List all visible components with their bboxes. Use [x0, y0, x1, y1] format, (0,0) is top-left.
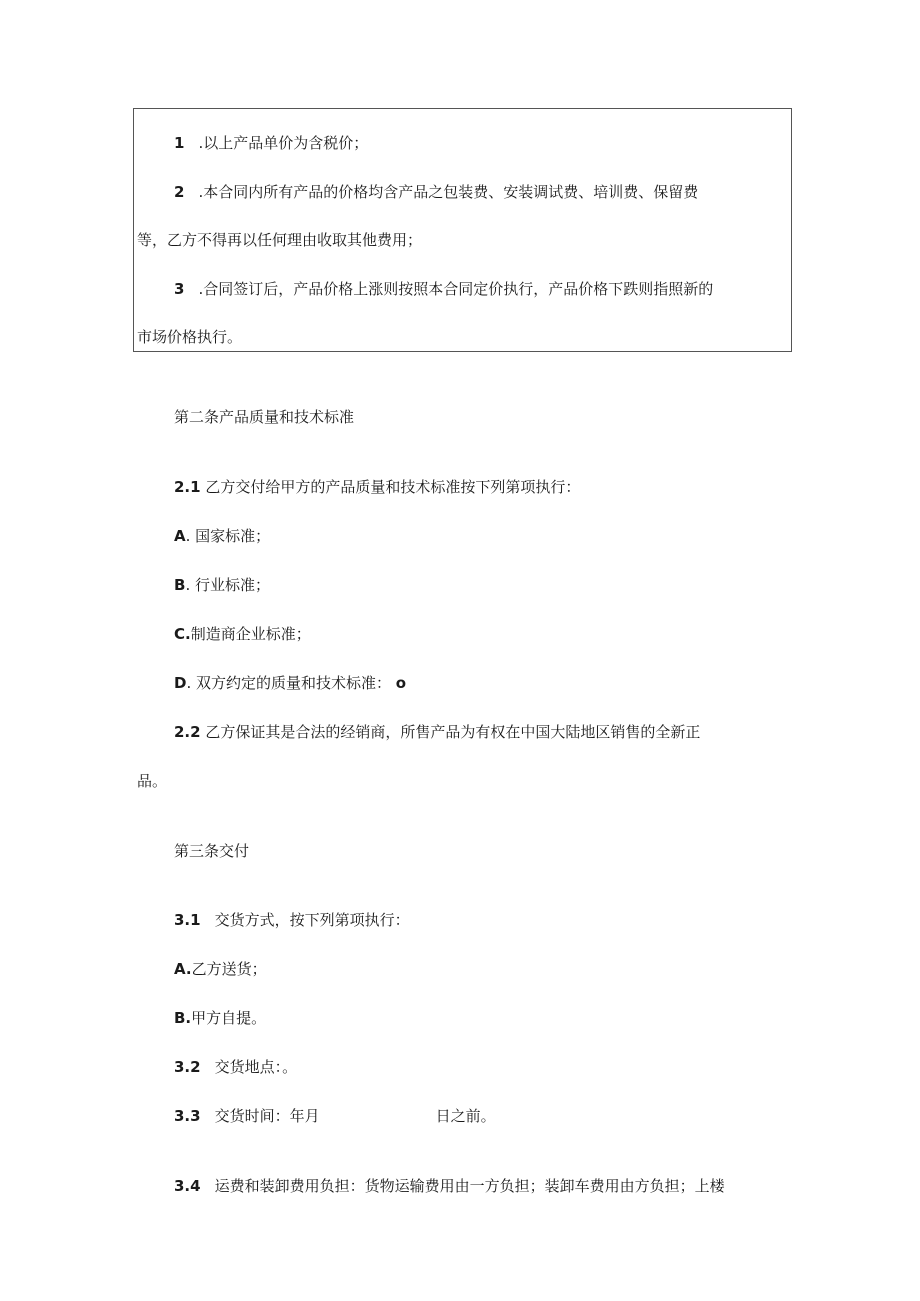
item-text: .本合同内所有产品的价格均含产品之包装费、安装调试费、培训费、保留费 — [198, 183, 699, 201]
option-label: B. — [174, 1009, 192, 1027]
clause-text: 交货方式，按下列第项执行： — [214, 911, 410, 929]
clause-3-2 — [174, 1057, 297, 1077]
option-label: A. — [174, 960, 192, 978]
option-text: . 行业标准； — [185, 576, 270, 594]
option-label: C. — [174, 625, 191, 643]
clause-number: 3.4 — [174, 1177, 201, 1195]
item-text: .以上产品单价为含税价； — [198, 134, 369, 152]
clause-number: 3.2 — [174, 1058, 201, 1076]
item-number: 1 — [174, 134, 185, 152]
article-2-heading: 第二条产品质量和技术标准 — [174, 408, 355, 426]
clause-number: 2.1 — [174, 478, 201, 496]
clause-2-2-continued: 品。 — [137, 772, 168, 790]
clause-text: 乙方交付给甲方的产品质量和技术标准按下列第项执行： — [205, 478, 581, 496]
clause-text: 乙方保证其是合法的经销商，所售产品为有权在中国大陆地区销售的全新正 — [205, 723, 701, 741]
price-note-2-continued: 等，乙方不得再以任何理由收取其他费用； — [137, 231, 423, 249]
clause-number: 2.2 — [174, 723, 201, 741]
clause-2-2 — [174, 722, 700, 742]
option-text: 甲方自提。 — [191, 1009, 267, 1027]
option-text: 乙方送货； — [191, 960, 267, 978]
option-text: . 国家标准； — [185, 527, 271, 545]
option-label: D — [174, 674, 187, 692]
price-note-3 — [174, 279, 713, 299]
option-text: 制造商企业标准； — [190, 625, 311, 643]
delivery-option-b — [174, 1008, 266, 1028]
clause-text: 运费和装卸费用负担：货物运输费用由一方负担；装卸车费用由方负担；上楼 — [214, 1177, 725, 1195]
clause-number: 3.1 — [174, 911, 201, 929]
item-number: 2 — [174, 183, 185, 201]
clause-text: 交货地点：。 — [214, 1058, 298, 1076]
option-label: A — [174, 527, 186, 545]
clause-3-4 — [174, 1176, 725, 1196]
price-note-1 — [174, 133, 368, 153]
price-note-2 — [174, 182, 698, 202]
option-label: B — [174, 576, 186, 594]
clause-3-3 — [174, 1106, 496, 1126]
option-d — [174, 673, 406, 693]
clause-number: 3.3 — [174, 1107, 201, 1125]
option-b — [174, 575, 270, 595]
clause-text: 交货时间：年月 — [214, 1107, 320, 1125]
article-3-heading: 第三条交付 — [174, 842, 250, 860]
delivery-option-a — [174, 959, 267, 979]
option-a — [174, 526, 270, 546]
option-tail: o — [395, 674, 407, 692]
clause-text-end: 日之前。 — [435, 1107, 496, 1125]
clause-2-1 — [174, 477, 580, 497]
option-text: . 双方约定的质量和技术标准： — [186, 674, 391, 692]
option-c — [174, 624, 311, 644]
price-note-3-continued: 市场价格执行。 — [137, 328, 243, 346]
item-number: 3 — [174, 280, 185, 298]
clause-3-1 — [174, 910, 410, 930]
item-text: .合同签订后，产品价格上涨则按照本合同定价执行，产品价格下跌则指照新的 — [198, 280, 714, 298]
